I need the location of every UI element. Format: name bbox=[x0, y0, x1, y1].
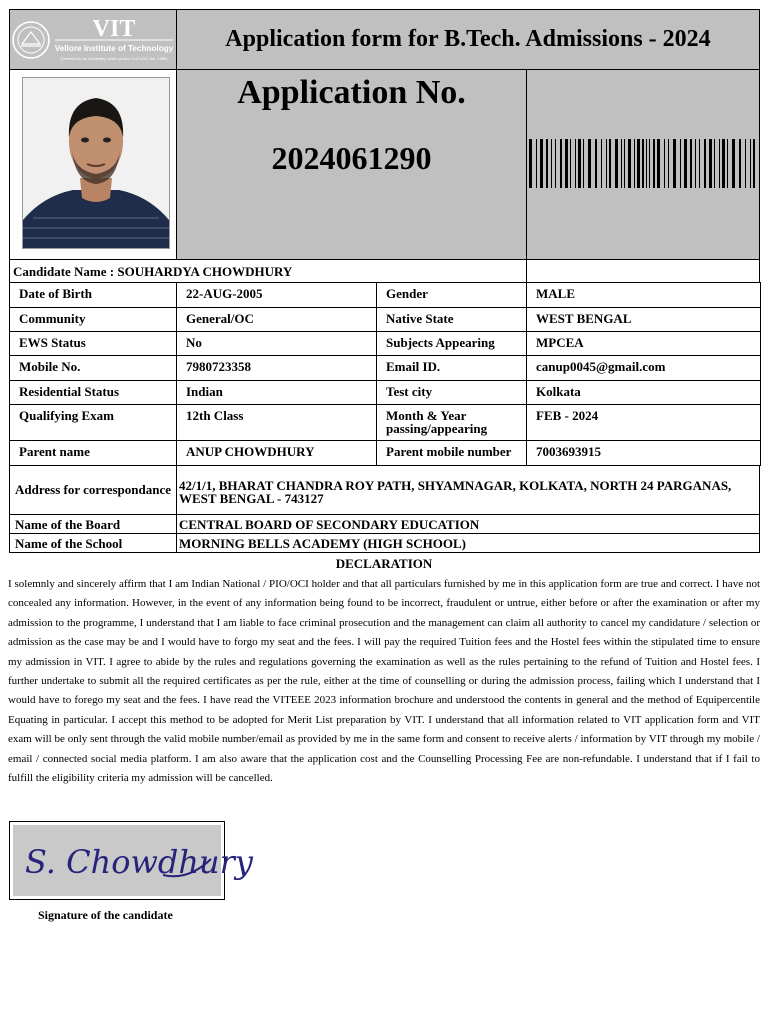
signature-box bbox=[9, 821, 253, 900]
field-value: MALE bbox=[527, 283, 761, 308]
vit-logo-graphic bbox=[10, 10, 176, 69]
field-value: MPCEA bbox=[527, 332, 761, 356]
school-value: MORNING BELLS ACADEMY (HIGH SCHOOL) bbox=[176, 533, 760, 553]
application-number-label: Application No. bbox=[237, 74, 466, 111]
board-value: CENTRAL BOARD OF SECONDARY EDUCATION bbox=[176, 514, 760, 534]
field-label: Community bbox=[10, 308, 177, 332]
declaration-text: I solemnly and sincerely affirm that I am Indian National / PIO/OCI holder and that all particulars furnished by me in this application form are true and correct. I have not concealed any information. However, in the event of any information being found to be incorrect, fraudulent or untrue, either before or after the examination or after my admission to the programme, I understand that I am liable to face criminal prosecution and the management can claim all authority to cancel my candidature / selection or admission as the case may be and I would have to forgo my seat and the fees. I will pay the required Tuition fees and the Hostel fees within the stipulated time to ensure my admission in VIT. I agree to abide by the rules and regulations governing the examination as well as the rules pertaining to the refund of Tuition and Hostel fees. I further undertake to submit all the required certificates as per the rule, either at the time of counselling or during the admission process, failing which I understand that I would have to forego my seat and the fees. I have read the VITEEE 2023 information brochure and understood the contents in general and the method of Equipercentile Equating in particular. I accept this method to be adopted for Merit List preparation by VIT. I understand that all information related to VIT application form and VIT exam will be only sent through the valid mobile number/email as provided by me in the same form and consent to receive alerts / information by VIT through my mobile / email / connected social media platform. I am also aware that the application cost and the Counselling Processing Fee are non-refundable. I understand that if I fail to fulfill the eligibility criteria my admission will be cancelled. bbox=[8, 578, 760, 785]
field-label: Qualifying Exam bbox=[10, 405, 177, 441]
form-title: Application form for B.Tech. Admissions - 2024 bbox=[176, 9, 760, 70]
barcode bbox=[529, 139, 757, 188]
signature-caption: Signature of the candidate bbox=[38, 908, 173, 922]
photo-cell bbox=[9, 69, 177, 260]
logo-subtitle: Vellore Institute of Technology bbox=[54, 44, 174, 53]
field-label: Native State bbox=[377, 308, 527, 332]
field-value: FEB - 2024 bbox=[527, 405, 761, 441]
school-label: Name of the School bbox=[9, 533, 177, 553]
candidate-name: Candidate Name : SOUHARDYA CHOWDHURY bbox=[9, 259, 527, 283]
field-label: Parent name bbox=[10, 441, 177, 466]
field-label: Parent mobile number bbox=[377, 441, 527, 466]
field-value: 7980723358 bbox=[177, 356, 377, 381]
table-row bbox=[10, 356, 761, 381]
field-value: canup0045@gmail.com bbox=[527, 356, 761, 381]
field-label: Subjects Appearing bbox=[377, 332, 527, 356]
candidate-name-blank-cell bbox=[526, 259, 760, 283]
field-value: 22-AUG-2005 bbox=[177, 283, 377, 308]
field-label: Test city bbox=[377, 381, 527, 405]
field-value: No bbox=[177, 332, 377, 356]
field-label: Email ID. bbox=[377, 356, 527, 381]
field-value: WEST BENGAL bbox=[527, 308, 761, 332]
field-label: Month & Year passing/appearing bbox=[377, 405, 527, 441]
field-value: ANUP CHOWDHURY bbox=[177, 441, 377, 466]
logo-text: VIT bbox=[92, 16, 136, 42]
field-value: General/OC bbox=[177, 308, 377, 332]
table-row bbox=[10, 283, 761, 308]
table-row bbox=[10, 405, 761, 441]
table-row bbox=[10, 381, 761, 405]
field-label: EWS Status bbox=[10, 332, 177, 356]
table-row bbox=[10, 441, 761, 466]
candidate-photo bbox=[22, 77, 170, 249]
field-label: Residential Status bbox=[10, 381, 177, 405]
barcode-cell bbox=[526, 69, 760, 260]
table-row bbox=[10, 308, 761, 332]
address-value: 42/1/1, BHARAT CHANDRA ROY PATH, SHYAMNAGAR, KOLKATA, NORTH 24 PARGANAS, WEST BENGAL - 743127 bbox=[176, 465, 760, 515]
address-label: Address for correspondance bbox=[9, 465, 177, 515]
board-label: Name of the Board bbox=[9, 514, 177, 534]
vit-logo bbox=[9, 9, 177, 70]
logo-small-text: (Deemed to be University under section 3 of UGC Act, 1956) bbox=[60, 56, 168, 61]
application-number-cell bbox=[176, 69, 527, 260]
signature-handwriting bbox=[13, 825, 253, 896]
signature-image bbox=[13, 825, 253, 896]
field-value: 12th Class bbox=[177, 405, 377, 441]
svg-text:S. Chowdhury: S. Chowdhury bbox=[25, 843, 253, 881]
application-number: 2024061290 bbox=[271, 140, 432, 176]
field-label: Date of Birth bbox=[10, 283, 177, 308]
field-value: Kolkata bbox=[527, 381, 761, 405]
field-label: Mobile No. bbox=[10, 356, 177, 381]
field-label: Gender bbox=[377, 283, 527, 308]
field-value: Indian bbox=[177, 381, 377, 405]
field-value: 7003693915 bbox=[527, 441, 761, 466]
details-table bbox=[9, 282, 761, 466]
table-row bbox=[10, 332, 761, 356]
declaration-title: DECLARATION bbox=[335, 556, 433, 571]
